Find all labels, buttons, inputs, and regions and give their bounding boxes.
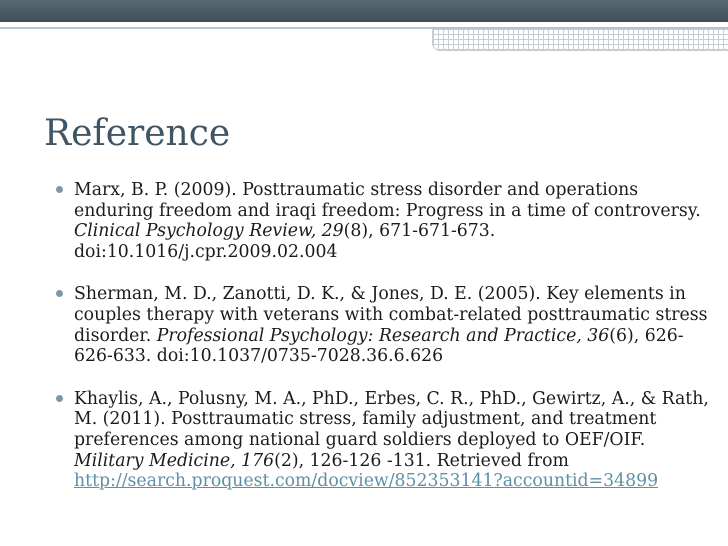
reference-text: Khaylis, A., Polusny, M. A., PhD., Erbes, C. R., PhD., Gewirtz, A., & Rath, M. (2011). Posttraumatic stress, family adjustment, and treatment preferences among national guard soldiers deployed to OEF/OIF. bbox=[74, 388, 709, 450]
reference-item-2 bbox=[56, 284, 716, 366]
reference-link[interactable]: http://search.proquest.com/docview/852353141?accountid=34899 bbox=[74, 471, 659, 492]
header-band bbox=[0, 0, 728, 22]
reference-list bbox=[56, 180, 716, 514]
reference-details: (8), 671-671-673. doi:10.1016/j.cpr.2009.02.004 bbox=[74, 221, 496, 262]
bullet-icon bbox=[56, 186, 63, 193]
reference-journal: Professional Psychology: Research and Practice, 36 bbox=[156, 325, 610, 346]
bullet-icon bbox=[56, 290, 63, 297]
reference-journal: Military Medicine, 176 bbox=[74, 450, 275, 471]
reference-journal: Clinical Psychology Review, 29 bbox=[74, 221, 344, 242]
reference-item-1 bbox=[56, 180, 716, 262]
bullet-icon bbox=[56, 395, 63, 402]
reference-details: (2), 126-126 -131. Retrieved from bbox=[274, 450, 569, 471]
reference-details: (6), 626-626-633. doi:10.1037/0735-7028.36.6.626 bbox=[74, 325, 684, 367]
decorative-grid-tab bbox=[432, 29, 728, 51]
slide-title: Reference bbox=[44, 113, 231, 154]
reference-item-3 bbox=[56, 389, 716, 492]
reference-text: Sherman, M. D., Zanotti, D. K., & Jones, D. E. (2005). Key elements in couples therapy with veterans with combat-related posttraumatic stress disorder. bbox=[74, 284, 708, 346]
reference-text: Marx, B. P. (2009). Posttraumatic stress disorder and operations enduring freedom and iraqi freedom: Progress in a time of controversy. bbox=[74, 180, 701, 221]
